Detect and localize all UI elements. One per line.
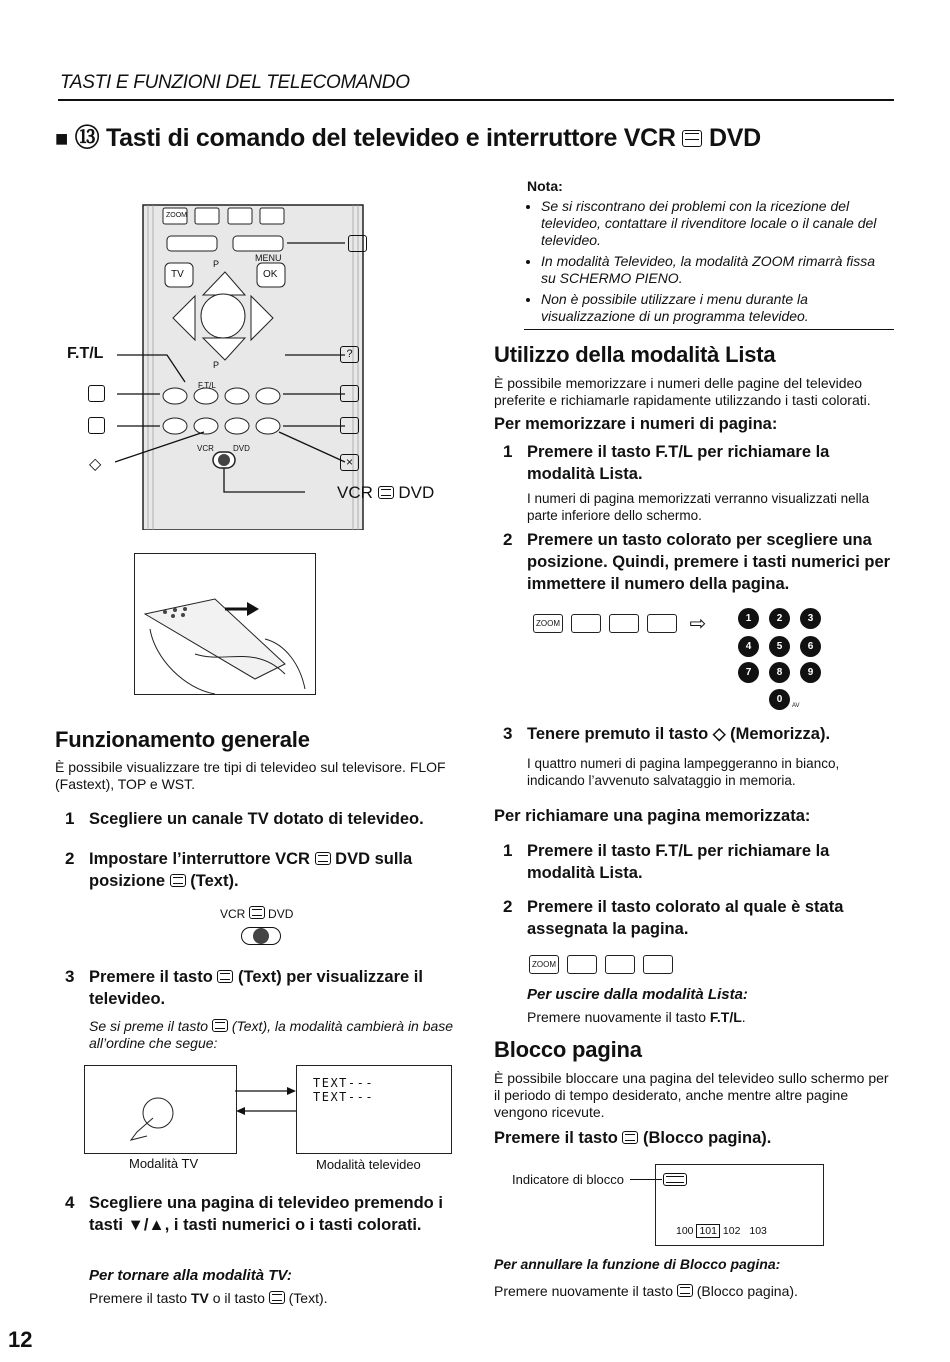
lista-step1-note: I numeri di pagina memorizzati verranno visualizzati nella parte inferiore dello schermo. (527, 491, 870, 523)
body-text: (Text), la modalità cambierà in base all’ordine che segue: (89, 1018, 454, 1051)
vcr-label: VCR (337, 483, 373, 502)
blocco-instruction (494, 1127, 771, 1149)
generale-step1: Scegliere un canale TV dotato di televideo. (89, 810, 424, 828)
blocco-intro: È possibile bloccare una pagina del televideo sullo schermo per il periodo di tempo desiderato, anche mentre altre pagine vengono ricevute. (494, 1070, 889, 1120)
back-title: Per tornare alla modalità TV: (89, 1267, 292, 1284)
color-button-row (529, 955, 681, 974)
hand-drawing (135, 554, 315, 694)
generale-step3 (89, 966, 459, 1010)
text-icon (315, 852, 331, 865)
lista-step3-note: I quattro numeri di pagina lampeggeranno in bianco, indicando l’avvenuto salvataggio in memoria. (527, 756, 840, 788)
hand-illustration (134, 553, 316, 695)
mode-teletext-label: Modalità televideo (316, 1157, 421, 1172)
color-button (643, 955, 673, 974)
store-icon: ◇ (89, 456, 102, 473)
tv-mode-screen (84, 1065, 237, 1154)
note-list (527, 198, 892, 325)
vcr-label: VCR (220, 907, 246, 921)
vcr-dvd-switch (220, 906, 310, 948)
page-number: 103 (749, 1225, 767, 1237)
remote-ok-button: OK (263, 269, 278, 280)
arrow-right-icon: ⇨ (689, 613, 707, 635)
cancel-icon: × (340, 454, 359, 471)
body-text: Premere nuovamente il tasto (527, 1009, 706, 1025)
key-6: 6 (800, 636, 821, 657)
ftl-key: F.T/L (655, 443, 693, 461)
hold-icon (677, 1284, 693, 1297)
generale-heading: Funzionamento generale (55, 727, 310, 752)
step-number: 1 (503, 442, 513, 461)
page-number: 12 (8, 1327, 33, 1352)
step-number: 2 (503, 530, 513, 549)
cancel-text (494, 1283, 798, 1300)
color-button (609, 614, 639, 633)
exit-text (527, 1009, 746, 1026)
step-number: 1 (65, 809, 75, 828)
note-title: Nota: (527, 178, 563, 194)
cancel-title: Per annullare la funzione di Blocco pagina: (494, 1256, 781, 1272)
page-list (676, 1225, 767, 1237)
key-7: 7 (738, 662, 759, 683)
key-0: 0 (769, 689, 790, 710)
title-text: Tasti di comando del televideo e interruttore VCR (106, 124, 676, 152)
section-header: TASTI E FUNZIONI DEL TELECOMANDO (60, 72, 410, 93)
key-4: 4 (738, 636, 759, 657)
step-text: Premere il tasto (527, 443, 651, 461)
ftl-key: F.T/L (655, 842, 693, 860)
screen-text: TEXT--- (313, 1090, 375, 1104)
key-8: 8 (769, 662, 790, 683)
remote-tv-button: TV (171, 269, 184, 280)
step-text: (Text) per visualizzare il televideo. (89, 968, 423, 1008)
remote-illustration (55, 200, 455, 530)
number-keypad (738, 608, 828, 708)
remote-ftl-small: F.T/L (198, 381, 216, 390)
body-text: (Text). (288, 1290, 328, 1306)
text-icon (170, 874, 186, 887)
header-rule (58, 99, 894, 101)
screen-text: TEXT--- (313, 1076, 375, 1090)
dvd-label: DVD (268, 907, 294, 921)
hold-icon (663, 1173, 687, 1186)
lista-step1 (527, 441, 895, 485)
subtitle-button (571, 614, 601, 633)
title-number: ⑬ (74, 124, 100, 152)
text-icon (249, 906, 265, 919)
step-text: Impostare l’interruttore VCR (89, 850, 310, 868)
generale-step2 (89, 848, 459, 892)
step-number: 3 (65, 967, 75, 986)
ftl-key: F.T/L (709, 1009, 742, 1025)
exit-title: Per uscire dalla modalità Lista: (527, 986, 748, 1003)
remote-dvd-small: DVD (233, 444, 250, 453)
step-text: per richiamare la modalità Lista. (527, 443, 830, 483)
mode-arrows (235, 1083, 297, 1133)
remote-drawing (55, 200, 455, 530)
key-1: 1 (738, 608, 759, 629)
remote-vcr-small: VCR (197, 444, 214, 453)
text-icon (269, 1291, 285, 1304)
body-text: o il tasto (212, 1290, 265, 1306)
dvd-label: DVD (398, 483, 435, 502)
page-number: 100 (676, 1225, 694, 1237)
blocco-heading: Blocco pagina (494, 1037, 642, 1062)
key-9: 9 (800, 662, 821, 683)
color-button-row (533, 611, 706, 636)
text-icon (378, 486, 394, 499)
text-icon (217, 970, 233, 983)
step-text: Tenere premuto il tasto (527, 725, 709, 743)
body-text: Premere nuovamente il tasto (494, 1283, 673, 1299)
step-number: 2 (65, 849, 75, 868)
color-button (605, 955, 635, 974)
color-button (647, 614, 677, 633)
step-number: 4 (65, 1193, 75, 1212)
note-block (527, 178, 892, 329)
step-text: Premere il tasto (494, 1129, 618, 1147)
note-item: • Non è possibile utilizzare i menu durante la visualizzazione di un programma televideo. (541, 291, 892, 325)
page-number: 102 (722, 1225, 741, 1237)
generale-step4: Scegliere una pagina di televideo premendo i tasti ▼/▲, i tasti numerici o i tasti colorati. (89, 1194, 443, 1234)
remote-menu-label: MENU (255, 253, 282, 263)
page-number-selected: 101 (696, 1224, 720, 1238)
lista-sub1: Per memorizzare i numeri di pagina: (494, 415, 778, 433)
key-3: 3 (800, 608, 821, 629)
subtitle-button (567, 955, 597, 974)
subpage-icon (88, 385, 105, 402)
ftl-label: F.T/L (67, 345, 104, 362)
text-icon (348, 235, 367, 252)
hold-screen (655, 1164, 824, 1246)
store-icon: ◇ (712, 725, 726, 743)
step-text: (Blocco pagina). (643, 1129, 772, 1147)
remote-p-down: P (213, 360, 220, 370)
lista-recall1 (527, 840, 895, 884)
step-text: per richiamare la modalità Lista. (527, 842, 830, 882)
note-item: • In modalità Televideo, la modalità ZOOM rimarrà fissa su SCHERMO PIENO. (541, 253, 892, 287)
hold-indicator-label: Indicatore di blocco (512, 1172, 625, 1187)
text-icon (682, 130, 702, 147)
zoom-button: ZOOM (529, 955, 559, 974)
av-label: AV (792, 703, 800, 709)
body-text: Premere il tasto (89, 1290, 188, 1306)
generale-step3-note (89, 1018, 459, 1052)
tv-picture (85, 1066, 236, 1153)
remote-zoom-button: ZOOM (166, 212, 187, 219)
vcr-dvd-label (337, 483, 434, 503)
hold-icon (622, 1131, 638, 1144)
tv-key: TV (190, 1290, 209, 1306)
step-number: 3 (503, 724, 513, 743)
switch-knob (253, 928, 269, 944)
step-number: 1 (503, 841, 513, 860)
page-title (55, 118, 761, 154)
body-text: . (741, 1009, 746, 1025)
mode-tv-label: Modalità TV (129, 1156, 199, 1171)
step-text: Premere il tasto (89, 968, 213, 986)
key-2: 2 (769, 608, 790, 629)
step-text: (Memorizza). (730, 725, 831, 743)
generale-intro: È possibile visualizzare tre tipi di televideo sul televisore. FLOF (Fastext), TOP e WST. (55, 759, 446, 792)
body-text: Se si preme il tasto (89, 1018, 209, 1034)
body-text: (Blocco pagina). (696, 1283, 798, 1299)
hold-icon (340, 385, 359, 402)
lista-step3 (527, 723, 895, 745)
title-text-end: DVD (709, 124, 761, 152)
step-number: 2 (503, 897, 513, 916)
lista-step2: Premere un tasto colorato per scegliere una posizione. Quindi, premere i tasti numerici per immettere il numero della pagina. (527, 531, 891, 593)
lista-sub2: Per richiamare una pagina memorizzata: (494, 807, 811, 825)
text-icon (212, 1019, 228, 1032)
help-icon: ? (340, 346, 359, 363)
note-rule (524, 329, 894, 330)
note-item: • Se si riscontrano dei problemi con la ricezione del televideo, contattare il rivenditore locale o il canale del televideo. (541, 198, 892, 249)
switch-body (241, 927, 281, 945)
back-text (89, 1290, 328, 1307)
remote-p-up: P (213, 259, 220, 269)
clock-icon (88, 417, 105, 434)
lista-intro: È possibile memorizzare i numeri delle pagine del televideo preferite e richiamarle rapidamente utilizzando i tasti colorati. (494, 375, 871, 408)
step-text: DVD sulla posizione (89, 850, 413, 890)
lista-recall2: Premere il tasto colorato al quale è stata assegnata la pagina. (527, 898, 844, 938)
key-5: 5 (769, 636, 790, 657)
zoom-button: ZOOM (533, 614, 563, 633)
step-text: (Text). (190, 872, 239, 890)
teletext-mode-screen (296, 1065, 452, 1154)
lista-heading: Utilizzo della modalità Lista (494, 342, 776, 367)
title-marker: ■ (55, 126, 68, 151)
step-text: Premere il tasto (527, 842, 651, 860)
index-icon (340, 417, 359, 434)
